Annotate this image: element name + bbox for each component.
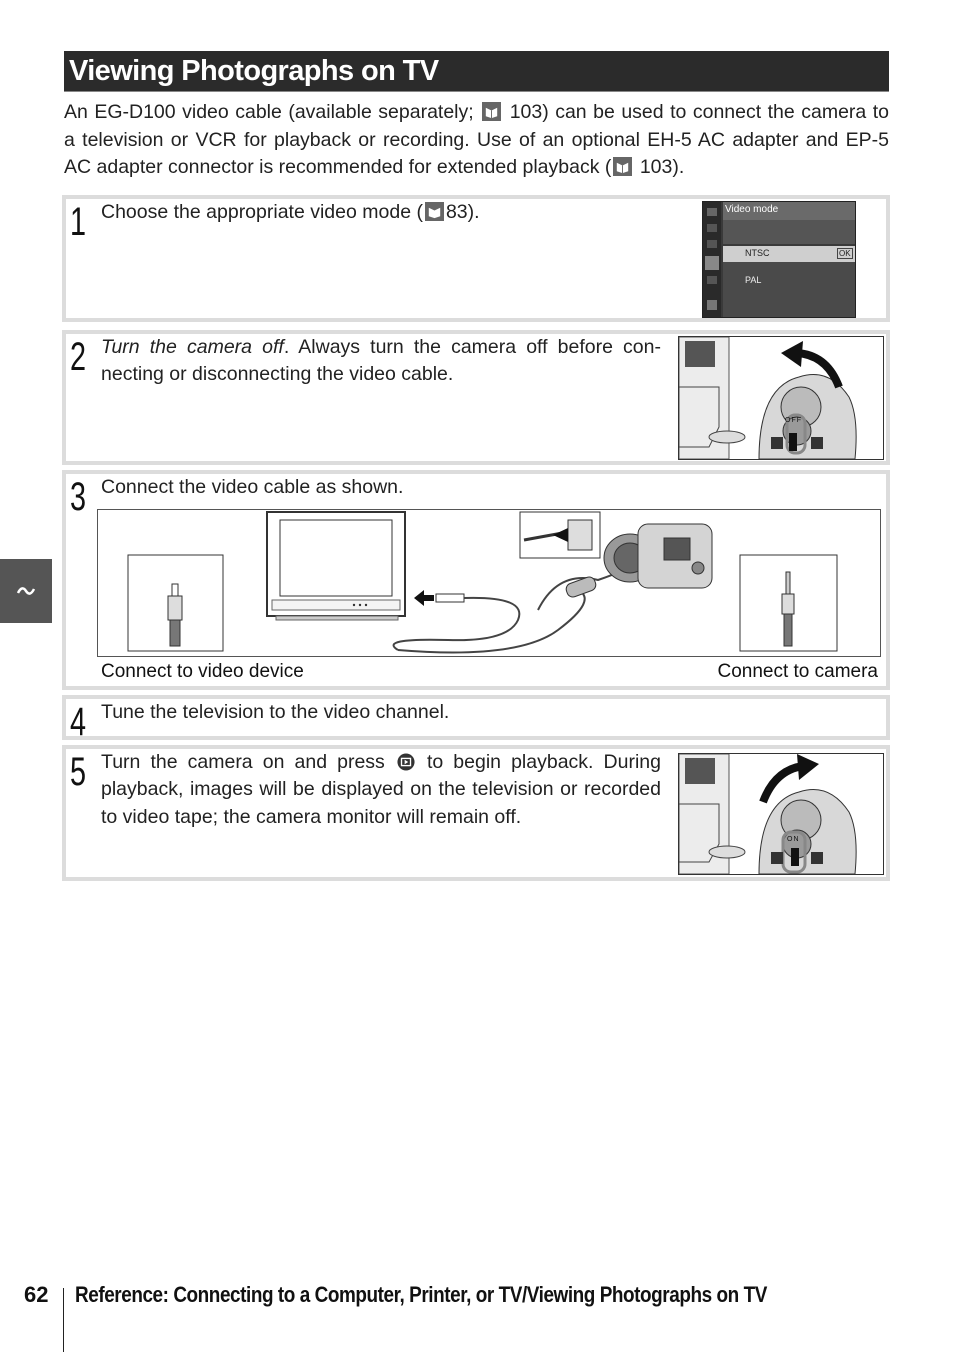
step-1-text-b: 83). bbox=[445, 201, 480, 223]
video-mode-menu-screenshot bbox=[702, 201, 856, 318]
playback-button-icon bbox=[397, 753, 415, 771]
step-5-text-a: Turn the camera on and press bbox=[101, 751, 385, 773]
reference-book-icon bbox=[613, 157, 632, 176]
caption-video-device: Connect to video device bbox=[101, 661, 304, 682]
intro-text-3: 103). bbox=[639, 156, 685, 178]
page-number: 62 bbox=[24, 1282, 49, 1307]
step-4-text: Tune the television to the video channel. bbox=[101, 701, 450, 723]
camera-power-on-illustration bbox=[678, 753, 884, 875]
connection-wave-icon bbox=[0, 559, 52, 623]
reference-book-icon bbox=[482, 102, 501, 121]
section-side-tab bbox=[0, 559, 52, 623]
step-5-text-b: to begin playback. During playback, images will be displayed on the television or recorded to video tape; the camera monitor will remain off. bbox=[101, 751, 661, 828]
camera-power-off-illustration bbox=[678, 336, 884, 460]
step-number: 2 bbox=[70, 335, 85, 379]
page-title-bar bbox=[64, 51, 889, 92]
step-number: 3 bbox=[70, 475, 85, 519]
step-number: 5 bbox=[70, 750, 85, 794]
step-5-text bbox=[101, 749, 661, 831]
footer-breadcrumb: Reference: Connecting to a Computer, Printer, or TV/Viewing Photographs on TV bbox=[75, 1282, 767, 1307]
page-title: Viewing Photographs on TV bbox=[69, 55, 439, 87]
step-2-text-italic: Turn the camera off bbox=[101, 336, 284, 358]
menu-option-ntsc: NTSC bbox=[745, 248, 770, 258]
video-cable-connection-diagram bbox=[97, 509, 881, 657]
step-2 bbox=[62, 330, 890, 465]
step-4 bbox=[62, 695, 890, 744]
intro-text-2: 103) can be used to connect the camera to a television or VCR for playback or recording. Use of an optional EH-5 AC adapter and EP-5 AC adapter connector is recommended for extended playback ( bbox=[64, 101, 890, 178]
reference-book-icon bbox=[425, 202, 444, 221]
step-1-text bbox=[101, 199, 661, 226]
power-switch-label: OFF bbox=[785, 417, 802, 424]
caption-camera: Connect to camera bbox=[717, 661, 878, 682]
step-3 bbox=[62, 470, 890, 690]
step-2-text bbox=[101, 334, 661, 389]
footer-divider bbox=[63, 1288, 64, 1352]
step-1 bbox=[62, 195, 890, 322]
step-5 bbox=[62, 745, 890, 881]
menu-title: Video mode bbox=[725, 204, 779, 215]
step-1-text-a: Choose the appropriate video mode ( bbox=[101, 201, 423, 223]
step-2-text-rest: . Always turn the camera off before con-necting or disconnecting the video cable. bbox=[101, 336, 661, 386]
intro-text-1: An EG-D100 video cable (available separately; bbox=[64, 101, 474, 123]
power-switch-label: ON bbox=[787, 836, 800, 843]
menu-option-pal: PAL bbox=[745, 275, 762, 285]
step-3-text: Connect the video cable as shown. bbox=[101, 476, 404, 498]
step-number: 4 bbox=[70, 700, 85, 744]
intro-paragraph bbox=[64, 99, 889, 182]
menu-ok-badge: OK bbox=[839, 249, 851, 258]
step-number: 1 bbox=[70, 200, 85, 244]
